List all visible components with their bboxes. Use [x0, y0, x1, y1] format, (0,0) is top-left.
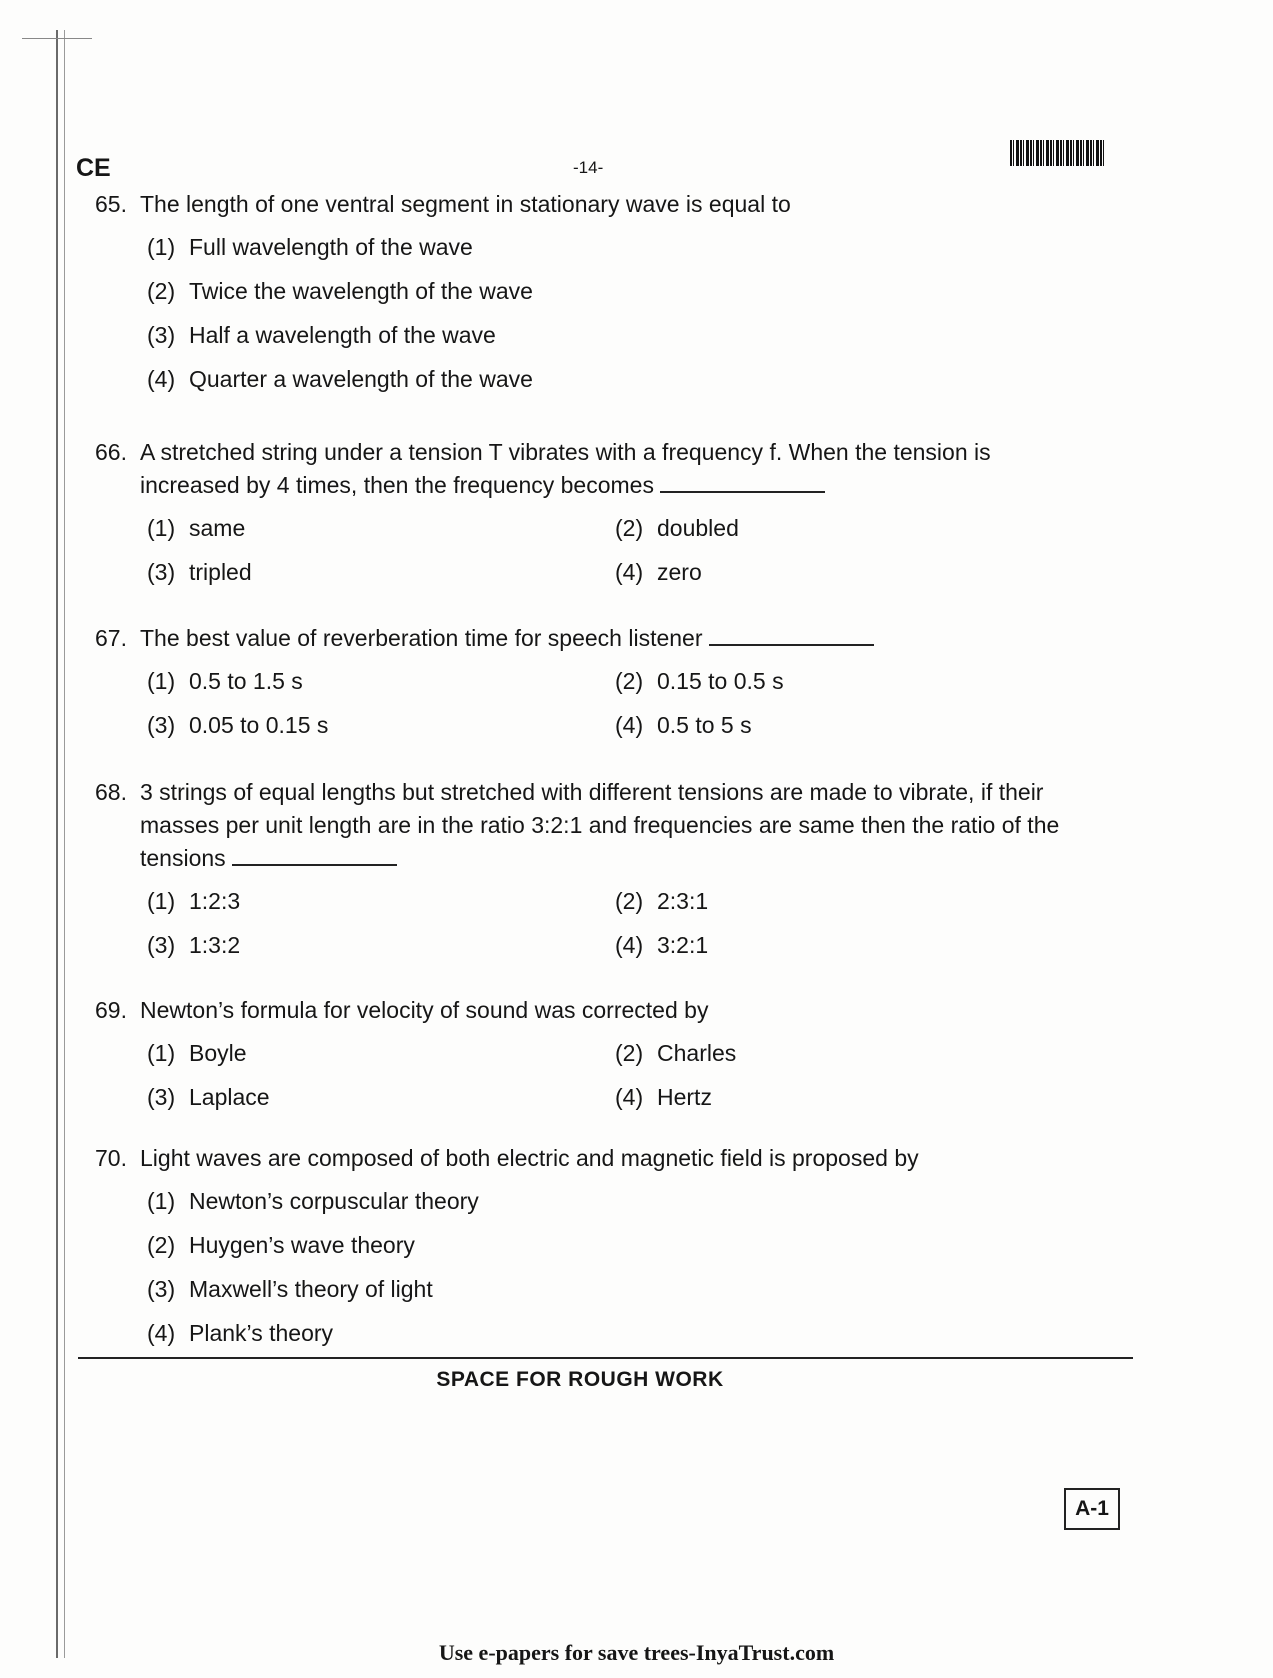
option-4: (4) Plank’s theory [147, 1320, 334, 1346]
question-number: 66. [95, 439, 127, 465]
option-1: (1) same [147, 515, 246, 541]
question-number: 65. [95, 191, 127, 217]
question-70 [95, 1142, 1095, 1361]
options-list [147, 1037, 1095, 1114]
options-list [147, 512, 1095, 589]
option-4: (4) Hertz [615, 1084, 712, 1110]
options-list [147, 1185, 1095, 1361]
question-stem: A stretched string under a tension T vibrates with a frequency f. When the tension is increased by 4 times, then the frequency becomes [140, 439, 991, 498]
option-2: (2) 2:3:1 [615, 888, 709, 914]
option-4: (4) 3:2:1 [615, 932, 709, 958]
option-2: (2) Twice the wavelength of the wave [147, 278, 533, 304]
corner-mark [22, 38, 92, 39]
answer-blank [660, 473, 825, 493]
question-number: 70. [95, 1145, 127, 1171]
question-stem: Newton’s formula for velocity of sound was corrected by [140, 997, 709, 1023]
options-list [147, 885, 1095, 962]
question-stem: Light waves are composed of both electric and magnetic field is proposed by [140, 1145, 919, 1171]
option-3: (3) Half a wavelength of the wave [147, 322, 496, 348]
rough-work-heading: SPACE FOR ROUGH WORK [436, 1368, 724, 1391]
question-66 [95, 436, 1095, 589]
set-code-box: A-1 [1064, 1488, 1120, 1530]
option-2: (2) doubled [615, 515, 739, 541]
question-stem: 3 strings of equal lengths but stretched with different tensions are made to vibrate, if their masses per unit length are in the ratio 3:2:1 and frequencies are same then the ratio of the tensions [140, 779, 1060, 871]
binding-margin-line-inner [64, 30, 65, 1658]
page-number: -14- [573, 158, 604, 177]
footer-note: Use e-papers for save trees-InyaTrust.com [438, 1640, 835, 1665]
option-2: (2) Charles [615, 1040, 737, 1066]
option-3: (3) 1:3:2 [147, 932, 241, 958]
question-number: 68. [95, 779, 127, 805]
answer-blank [232, 846, 397, 866]
option-1: (1) Boyle [147, 1040, 247, 1066]
option-1: (1) Full wavelength of the wave [147, 234, 473, 260]
question-number: 69. [95, 997, 127, 1023]
binding-margin-line [56, 30, 58, 1658]
option-3: (3) Laplace [147, 1084, 270, 1110]
question-68 [95, 776, 1095, 962]
question-67 [95, 622, 1095, 742]
option-3: (3) Maxwell’s theory of light [147, 1276, 433, 1302]
option-4: (4) Quarter a wavelength of the wave [147, 366, 533, 392]
question-stem: The best value of reverberation time for speech listener [140, 622, 1095, 655]
options-list [147, 231, 1095, 407]
option-3: (3) 0.05 to 0.15 s [147, 712, 329, 738]
barcode-icon [1010, 140, 1105, 166]
options-list [147, 665, 1095, 742]
paper-code: CE [76, 154, 111, 182]
option-1: (1) Newton’s corpuscular theory [147, 1188, 479, 1214]
option-3: (3) tripled [147, 559, 252, 585]
question-stem: The length of one ventral segment in stationary wave is equal to [140, 191, 791, 217]
option-1: (1) 0.5 to 1.5 s [147, 668, 303, 694]
answer-blank [709, 626, 874, 646]
question-65 [95, 188, 1095, 407]
option-2: (2) Huygen’s wave theory [147, 1232, 415, 1258]
option-4: (4) 0.5 to 5 s [615, 712, 752, 738]
divider-rule [78, 1357, 1133, 1359]
question-69 [95, 994, 1095, 1114]
option-2: (2) 0.15 to 0.5 s [615, 668, 784, 694]
option-1: (1) 1:2:3 [147, 888, 241, 914]
option-4: (4) zero [615, 559, 702, 585]
question-number: 67. [95, 625, 127, 651]
